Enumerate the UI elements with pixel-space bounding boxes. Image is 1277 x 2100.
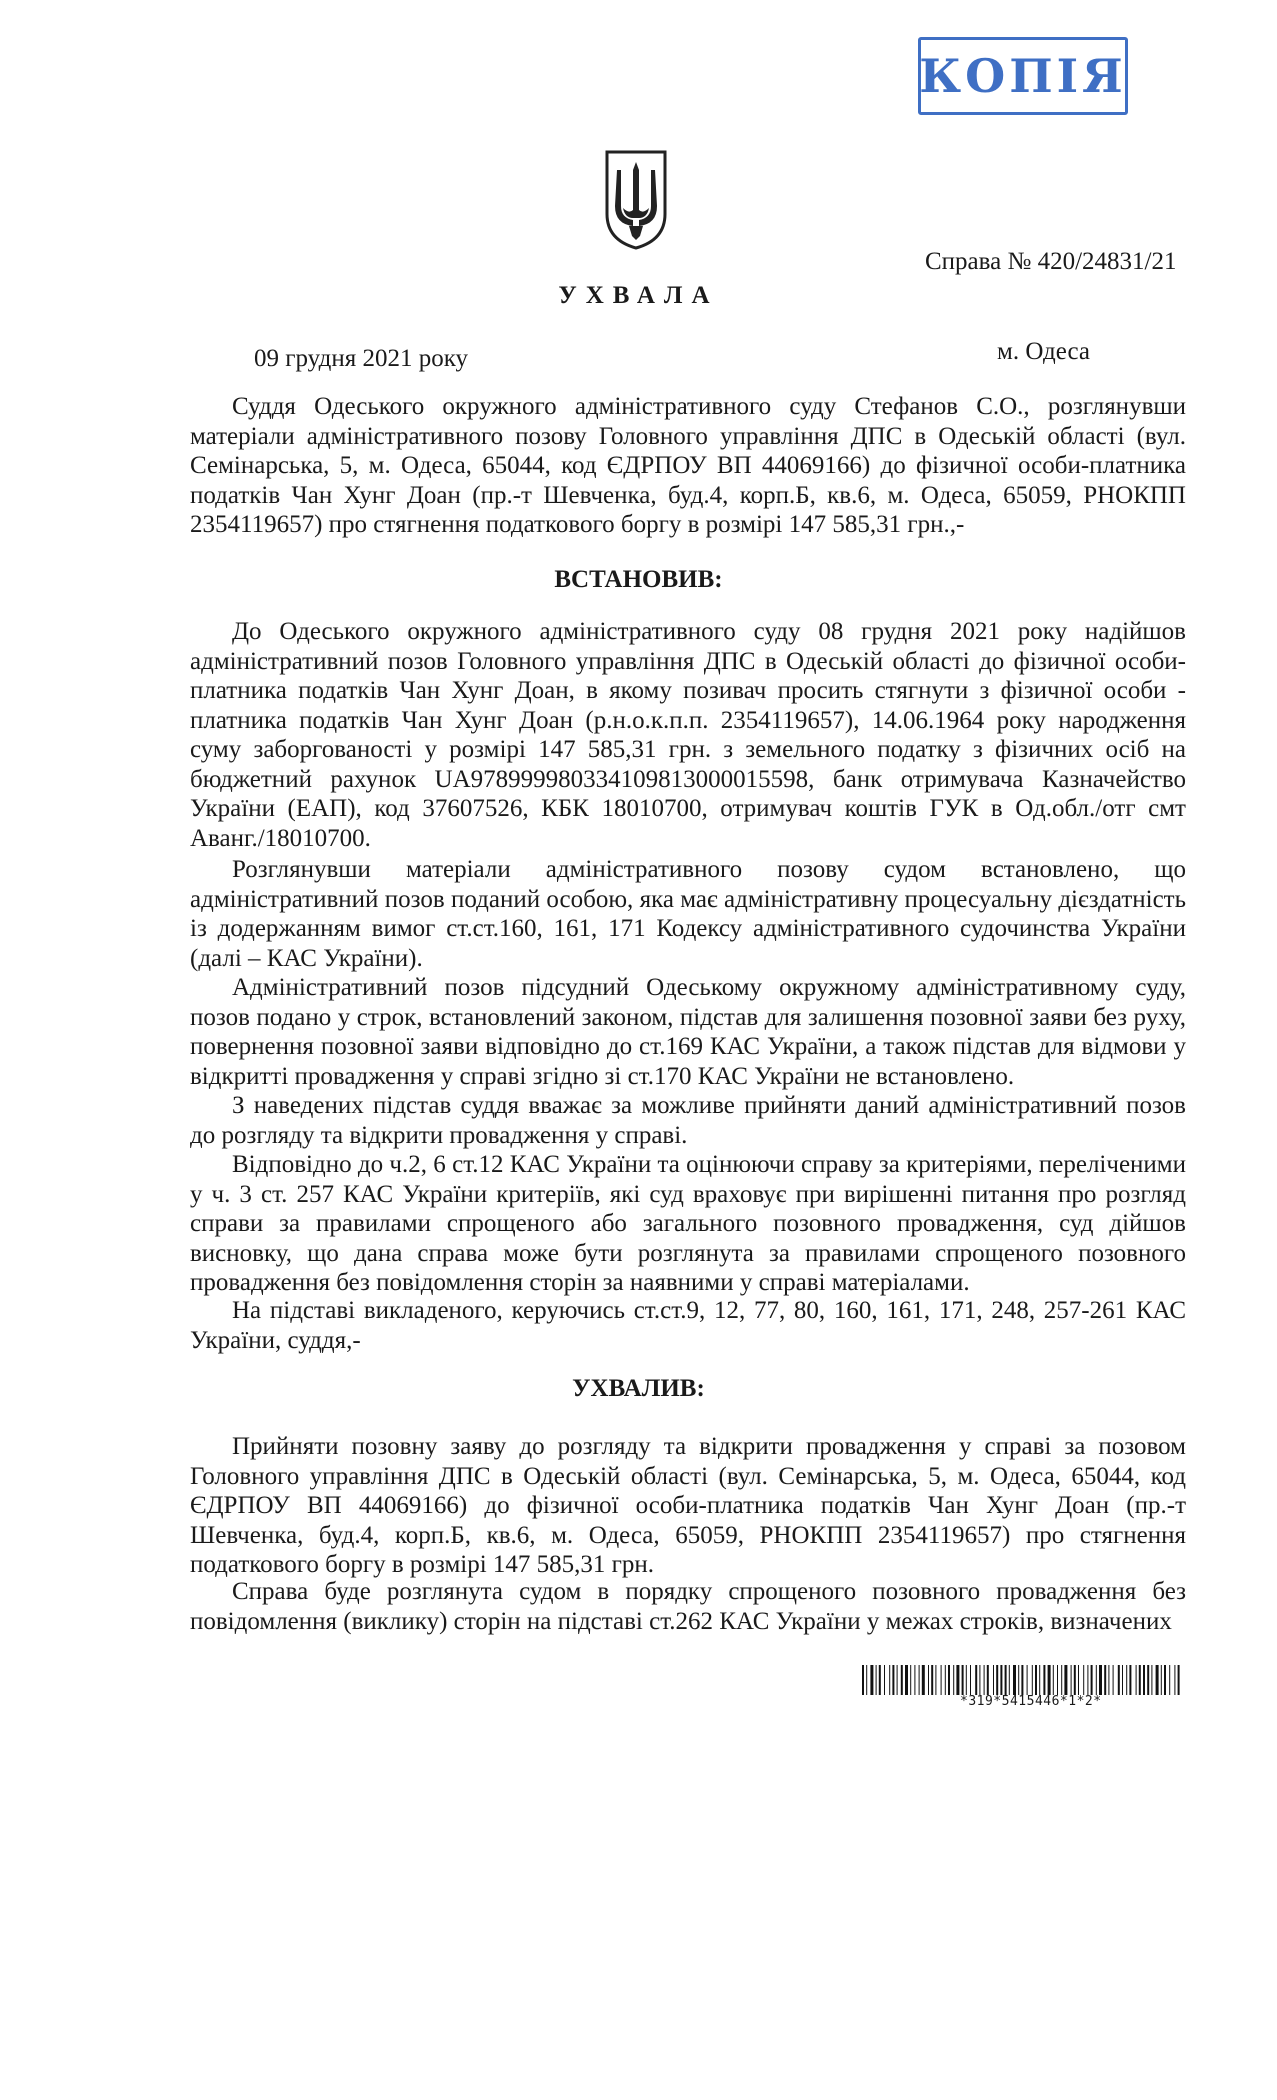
case-number: Справа № 420/24831/21	[925, 248, 1177, 275]
established-heading: ВСТАНОВИВ:	[554, 566, 723, 593]
established-paragraph-2: Розглянувши матеріали адміністративного позову судом встановлено, що адміністративний позов поданий особою, яка має адміністративну процесуальну дієздатність із додержанням вимог ст.ст.160, 161, 171 Кодексу адміністративного судочинства України (далі – КАС України).	[190, 856, 1186, 972]
barcode-number: *319*5415446*1*2*	[960, 1694, 1102, 1709]
established-paragraph-4: З наведених підстав суддя вважає за можливе прийняти даний адміністративний позов до розгляду та відкрити провадження у справі.	[190, 1092, 1186, 1149]
document-date: 09 грудня 2021 року	[254, 345, 468, 372]
copy-stamp	[918, 37, 1128, 115]
resolved-paragraph-1: Прийняти позовну заяву до розгляду та відкрити провадження у справі за позовом Головного управління ДПС в Одеській області (вул. Семінарська, 5, м. Одеса, 65044, код ЄДРПОУ ВП 44069166) до фізичної особи-платника податків Чан Хунг Доан (пр.-т Шевченка, буд.4, корп.Б, кв.6, м. Одеса, 65059, РНОКПП 2354119657) про стягнення податкового боргу в розмірі 147 585,31 грн.	[190, 1433, 1186, 1578]
established-paragraph-1: До Одеського окружного адміністративного суду 08 грудня 2021 року надійшов адміністративний позов Головного управління ДПС в Одеській області до фізичної особи-платника податків Чан Хунг Доан, в якому позивач просить стягнути з фізичної особи - платника податків Чан Хунг Доан (р.н.о.к.п.п. 2354119657), 14.06.1964 року народження суму заборгованості у розмірі 147 585,31 грн. з земельного податку з фізичних осіб на бюджетний рахунок UA978999980334109813000015598, банк отримувача Казначейство України (ЕАП), код 37607526, КБК 18010700, отримувач коштів ГУК в Од.обл./отг смт Аванг./18010700.	[190, 618, 1186, 852]
document-title: УХВАЛА	[558, 282, 719, 309]
established-paragraph-6: На підставі викладеного, керуючись ст.ст.9, 12, 77, 80, 160, 161, 171, 248, 257-261 КАС України, суддя,-	[190, 1297, 1186, 1354]
established-paragraph-5: Відповідно до ч.2, 6 ст.12 КАС України та оцінюючи справу за критеріями, переліченими у ч. 3 ст. 257 КАС України критеріїв, які суд враховує при вирішенні питання про розгляд справи за правилами спрощеного або загального позовного провадження, суд дійшов висновку, що дана справа може бути розглянута за правилами спрощеного позовного провадження без повідомлення сторін за наявними у справі матеріалами.	[190, 1151, 1186, 1296]
intro-paragraph: Суддя Одеського окружного адміністративного суду Стефанов С.О., розглянувши матеріали адміністративного позову Головного управління ДПС в Одеській області (вул. Семінарська, 5, м. Одеса, 65044, код ЄДРПОУ ВП 44069166) до фізичної особи-платника податків Чан Хунг Доан (пр.-т Шевченка, буд.4, корп.Б, кв.6, м. Одеса, 65059, РНОКПП 2354119657) про стягнення податкового боргу в розмірі 147 585,31 грн.,-	[190, 393, 1186, 538]
barcode	[862, 1665, 1182, 1695]
coat-of-arms-of-ukraine-icon	[603, 148, 669, 252]
established-paragraph-3: Адміністративний позов підсудний Одеському окружному адміністративному суду, позов подано у строк, встановлений законом, підстав для залишення позовної заяви без руху, повернення позовної заяви відповідно до ст.169 КАС України, а також підстав для відмови у відкритті провадження у справі згідно зі ст.170 КАС України не встановлено.	[190, 974, 1186, 1090]
document-city: м. Одеса	[997, 338, 1090, 365]
copy-stamp-text: КОПІЯ	[919, 49, 1127, 103]
resolved-heading: УХВАЛИВ:	[572, 1375, 705, 1402]
resolved-paragraph-2: Справа буде розглянута судом в порядку спрощеного позовного провадження без повідомлення (виклику) сторін на підставі ст.262 КАС України у межах строків, визначених	[190, 1578, 1186, 1635]
